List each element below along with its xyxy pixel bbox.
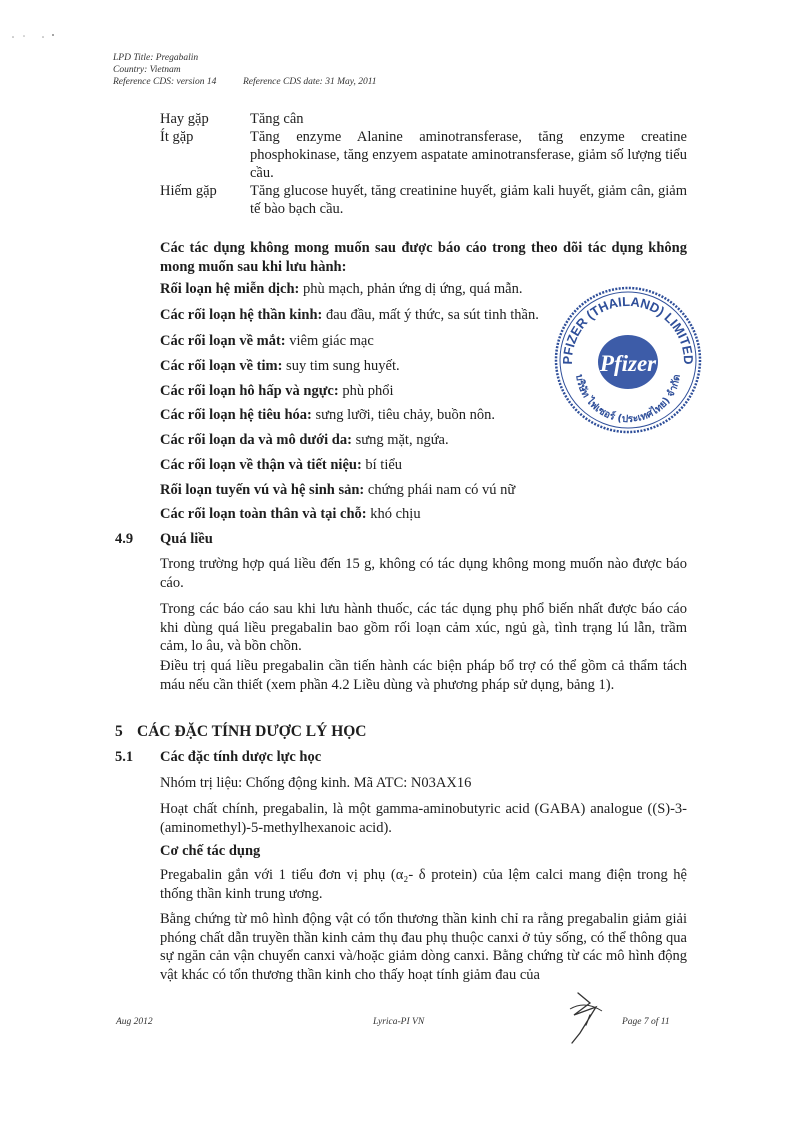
disorder-text: bí tiểu [361, 457, 403, 473]
disorder-text: sưng lưỡi, tiêu chảy, buồn nôn. [311, 407, 495, 423]
disorder-label: Các rối loạn hệ tiêu hóa: [160, 407, 312, 423]
company-stamp [550, 282, 705, 437]
stamp-bottom-text: บริษัท ไฟเซอร์ (ประเทศไทย) จำกัด [573, 373, 683, 426]
section-number: 4.9 [115, 531, 134, 547]
disorder-label: Các rối loạn hô hấp và ngực: [160, 383, 339, 399]
disorder-text: sưng mặt, ngứa. [351, 432, 449, 448]
disorder-text: khó chịu [366, 506, 421, 522]
disorder-label: Các rối loạn da và mô dưới da: [160, 432, 352, 448]
paragraph: Hoạt chất chính, pregabalin, là một gamma-aminobutyric acid (GABA) analogue ((S)-3- (aminomethyl)-5-methylhexanoic acid). [160, 801, 687, 836]
disorder-text: phù mạch, phản ứng dị ứng, quá mẫn. [299, 281, 523, 297]
scan-artifact [10, 33, 55, 41]
lpd-title: LPD Title: Pregabalin [113, 53, 199, 63]
chapter-title: CÁC ĐẶC TÍNH DƯỢC LÝ HỌC [137, 723, 367, 740]
section-title: Quá liều [160, 531, 213, 547]
disorder-label: Rối loạn hệ miễn dịch: [160, 281, 300, 297]
disorder-text: phù phổi [338, 383, 394, 399]
disorder-text: chứng phái nam có vú nữ [364, 482, 516, 498]
disorder-label: Các rối loạn toàn thân và tại chỗ: [160, 506, 367, 522]
disorder-label: Các rối loạn hệ thần kinh: [160, 307, 323, 323]
disorder-item [160, 481, 687, 500]
country: Country: Vietnam [113, 65, 181, 75]
freq-text: Tăng enzyme Alanine aminotransferase, tăng enzyme creatine phosphokinase, tăng enzyem aspatate aminotransferase, giảm số lượng tiểu cầu. [250, 129, 687, 181]
paragraph: Trong các báo cáo sau khi lưu hành thuốc, các tác dụng phụ phổ biến nhất được báo cáo khi dùng quá liều pregabalin bao gồm rối loạn cảm xúc, ngủ gà, tình trạng lú lẫn, trầm cảm, lo âu, và bồn chồn. [160, 601, 687, 654]
paragraph: Trong trường hợp quá liều đến 15 g, không có tác dụng không mong muốn nào được báo cáo. [160, 556, 687, 591]
disorder-label: Các rối loạn về thận và tiết niệu: [160, 457, 362, 473]
footer-document: Lyrica-PI VN [373, 1017, 425, 1027]
reference-date: Reference CDS date: 31 May, 2011 [243, 77, 377, 87]
section-number: 5.1 [115, 749, 134, 765]
freq-text: Tăng cân [250, 111, 304, 127]
paragraph: Pregabalin gắn với 1 tiểu đơn vị phụ (α₂- δ protein) của lệm calci mang điện trong hệ thống thần kinh trung ương. [160, 867, 687, 902]
disorder-label: Rối loạn tuyến vú và hệ sinh sản: [160, 482, 365, 498]
footer-date: Aug 2012 [116, 1017, 153, 1027]
freq-label: Hay gặp [160, 111, 209, 127]
document-header [113, 52, 377, 88]
paragraph: Điều trị quá liều pregabalin cần tiến hành các biện pháp bổ trợ có thể gồm cả thẩm tách máu nếu cần thiết (xem phần 4.2 Liều dùng và phương pháp sử dụng, bảng 1). [160, 658, 687, 693]
disorder-item [160, 456, 687, 475]
freq-label: Ít gặp [160, 129, 194, 145]
stamp-top-text: PFIZER (THAILAND) LIMITED [559, 293, 697, 365]
footer-page: Page 7 of 11 [622, 1017, 670, 1027]
disorder-text: đau đầu, mất ý thức, sa sút tinh thần. [322, 307, 539, 323]
stamp-center-text: Pfizer [599, 351, 657, 376]
subsection-title: Cơ chế tác dụng [160, 843, 261, 859]
postmarketing-heading: Các tác dụng không mong muốn sau được báo cáo trong theo dõi tác dụng không mong muốn sau khi lưu hành: [160, 240, 687, 275]
paragraph: Nhóm trị liệu: Chống động kinh. Mã ATC: N03AX16 [160, 775, 472, 791]
signature [560, 985, 610, 1045]
freq-text: Tăng glucose huyết, tăng creatinine huyết, giảm kali huyết, giảm cân, giảm tế bào bạch cầu. [250, 183, 687, 217]
disorder-text: suy tim sung huyết. [282, 358, 400, 374]
paragraph: Bằng chứng từ mô hình động vật có tổn thương thần kinh chỉ ra rằng pregabalin giảm giải phóng chất dẫn truyền thần kinh cảm thụ đau phụ thuộc canxi ở tủy sống, có thể thông qua sự ngăn cản vận chuyển canxi và/hoặc giảm dòng canxi. Bằng chứng từ các mô hình động vật khác có tổn thương thần kinh cho thấy hoạt tính giảm đau của [160, 911, 687, 983]
reference-cds: Reference CDS: version 14 [113, 77, 217, 87]
disorder-text: viêm giác mạc [285, 333, 374, 349]
freq-label: Hiếm gặp [160, 183, 217, 199]
disorder-item [160, 505, 687, 524]
section-title: Các đặc tính dược lực học [160, 749, 322, 765]
disorder-label: Các rối loạn về tim: [160, 358, 283, 374]
chapter-number: 5 [115, 723, 123, 740]
disorder-label: Các rối loạn về mắt: [160, 333, 286, 349]
